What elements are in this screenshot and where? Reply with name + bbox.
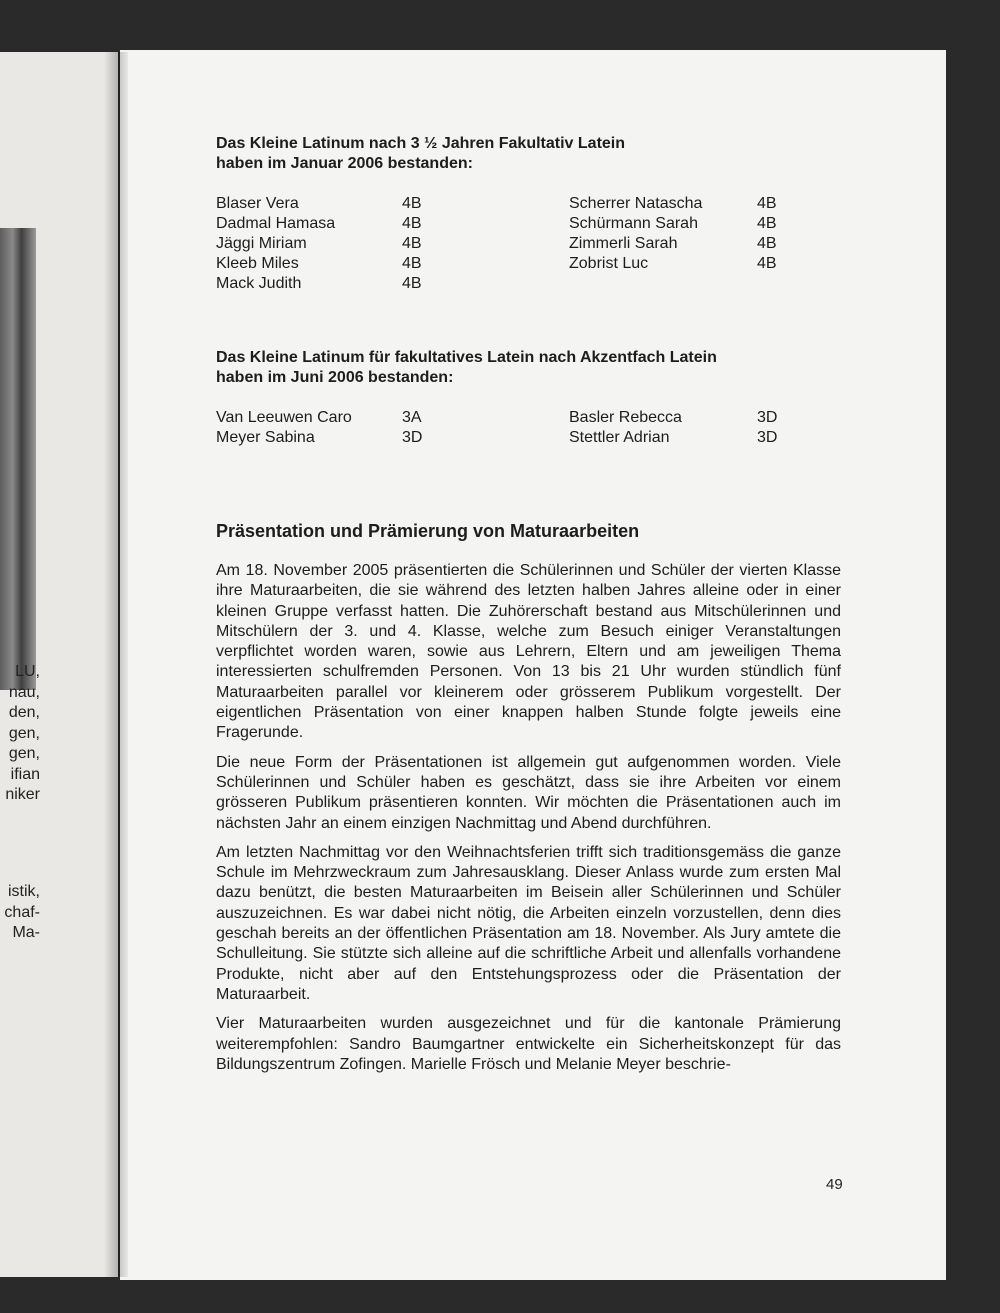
student-name: Dadmal Hamasa	[216, 215, 336, 232]
name-row	[216, 214, 546, 234]
left-margin-word: ifian	[10, 765, 40, 783]
body-paragraph: Am letzten Nachmittag vor den Weihnachtsferien trifft sich traditionsgemäss die ganze Schule im Mehrzweckraum zum Jahresausklang. Dieser Anlass wurde zum ersten Mal dazu benützt, die besten Maturaarbeiten im Beisein aller Schülerinnen und Schüler auszuzeichnen. Es war dabei nicht nötig, die Arbeiten einzeln vorzustellen, denn dies geschah bereits an der öffentlichen Präsentation am 18. November. Als Jury amtete die Schulleitung. Sie stützte sich alleine auf die schriftliche Arbeit und allenfalls vorhandene Produkte, nicht aber auf den Entstehungsprozess oder die Präsentation der Maturaarbeit.	[216, 843, 841, 1003]
left-margin-text-block-1	[0, 662, 40, 806]
section1-heading-line2: haben im Januar 2006 bestanden:	[216, 155, 473, 172]
name-row	[216, 234, 546, 254]
section2-right-column	[569, 408, 841, 448]
left-margin-word: istik,	[8, 883, 40, 900]
student-class: 4B	[402, 235, 422, 252]
left-margin-word: chaf-	[4, 903, 40, 921]
section1-name-list	[216, 194, 841, 294]
student-name: Scherrer Natascha	[569, 195, 703, 212]
name-row	[569, 428, 841, 448]
left-margin-word: nau,	[8, 683, 40, 701]
student-name: Stettler Adrian	[569, 429, 670, 446]
student-class: 4B	[402, 215, 422, 232]
student-class: 4B	[757, 215, 777, 232]
student-name: Basler Rebecca	[569, 409, 682, 426]
student-name: Zobrist Luc	[569, 255, 649, 272]
left-margin-text-block-2	[0, 882, 40, 944]
student-class: 4B	[757, 195, 777, 212]
student-name: Schürmann Sarah	[569, 215, 698, 232]
student-name: Van Leeuwen Caro	[216, 409, 352, 426]
name-row	[216, 274, 546, 294]
name-row	[569, 214, 841, 234]
student-class: 3D	[757, 409, 778, 426]
name-row	[569, 408, 841, 428]
student-class: 3D	[402, 429, 423, 446]
student-class: 4B	[757, 255, 777, 272]
name-row	[569, 194, 841, 214]
student-name: Zimmerli Sarah	[569, 235, 678, 252]
section1-left-column	[216, 194, 546, 294]
left-page-photo	[0, 228, 36, 690]
right-page	[120, 50, 946, 1280]
left-margin-word: Ma-	[12, 924, 40, 941]
left-margin-word: niker	[5, 786, 40, 803]
section2-heading-line2: haben im Juni 2006 bestanden:	[216, 369, 454, 386]
page-content	[216, 134, 841, 1075]
name-row	[569, 254, 841, 274]
student-class: 3D	[757, 429, 778, 446]
body-paragraph: Vier Maturaarbeiten wurden ausgezeichnet und für die kantonale Prämierung weiterempfohlen: Sandro Baumgartner entwickelte ein Sicherheitskonzept für das Bildungszentrum Zofingen. Marielle Frösch und Melanie Meyer beschrie-	[216, 1015, 841, 1073]
book-gutter-shadow	[104, 52, 128, 1277]
name-row	[216, 194, 546, 214]
section1-right-column	[569, 194, 841, 274]
section1-heading	[216, 134, 841, 174]
name-row	[216, 254, 546, 274]
left-margin-word: den,	[8, 704, 40, 721]
left-margin-word: gen,	[8, 745, 40, 762]
student-name: Blaser Vera	[216, 195, 299, 212]
left-margin-word: LU,	[15, 663, 40, 680]
page-number: 49	[826, 1176, 843, 1193]
section3-heading: Präsentation und Prämierung von Maturaarbeiten	[216, 521, 640, 541]
student-class: 4B	[757, 235, 777, 252]
body-paragraph: Am 18. November 2005 präsentierten die Schülerinnen und Schüler der vierten Klasse ihre Maturaarbeiten, die sie während des letzten halben Jahres alleine oder in einer kleinen Gruppe verfasst hatten. Die Zuhörerschaft bestand aus Mitschülerinnen und Mitschülern der 3. und 4. Klasse, welche zum Besuch einiger Veranstaltungen verpflichtet worden waren, sowie aus Lehrern, Eltern und am jeweiligen Thema interessierten schulfremden Personen. Von 13 bis 21 Uhr wurden stündlich fünf Maturaarbeiten parallel vor kleinerem oder grösserem Publikum vorgestellt. Der eigentlichen Präsentation von einer knappen halben Stunde folgte jeweils eine Fragerunde.	[216, 562, 841, 742]
section2-heading	[216, 348, 841, 388]
student-name: Jäggi Miriam	[216, 235, 307, 252]
name-row	[216, 428, 546, 448]
student-name: Meyer Sabina	[216, 429, 315, 446]
left-margin-word: gen,	[8, 724, 40, 742]
name-row	[569, 234, 841, 254]
student-name: Kleeb Miles	[216, 255, 299, 272]
name-row	[216, 408, 546, 428]
section2-name-list	[216, 408, 841, 448]
section1-heading-line1: Das Kleine Latinum nach 3 ½ Jahren Fakultativ Latein	[216, 135, 626, 152]
section2-heading-line1: Das Kleine Latinum für fakultatives Latein nach Akzentfach Latein	[216, 349, 717, 366]
student-name: Mack Judith	[216, 275, 302, 292]
left-page	[0, 52, 118, 1277]
body-paragraph: Die neue Form der Präsentationen ist allgemein gut aufgenommen worden. Viele Schülerinnen und Schüler haben es geschätzt, dass sie ihre Arbeiten vor einem grösseren Publikum präsentieren konnten. Wir möchten die Präsentationen auch im nächsten Jahr an einem einzigen Nachmittag und Abend durchführen.	[216, 753, 841, 832]
student-class: 4B	[402, 195, 422, 212]
section2-left-column	[216, 408, 546, 448]
student-class: 3A	[402, 409, 422, 426]
student-class: 4B	[402, 255, 422, 272]
student-class: 4B	[402, 275, 422, 292]
